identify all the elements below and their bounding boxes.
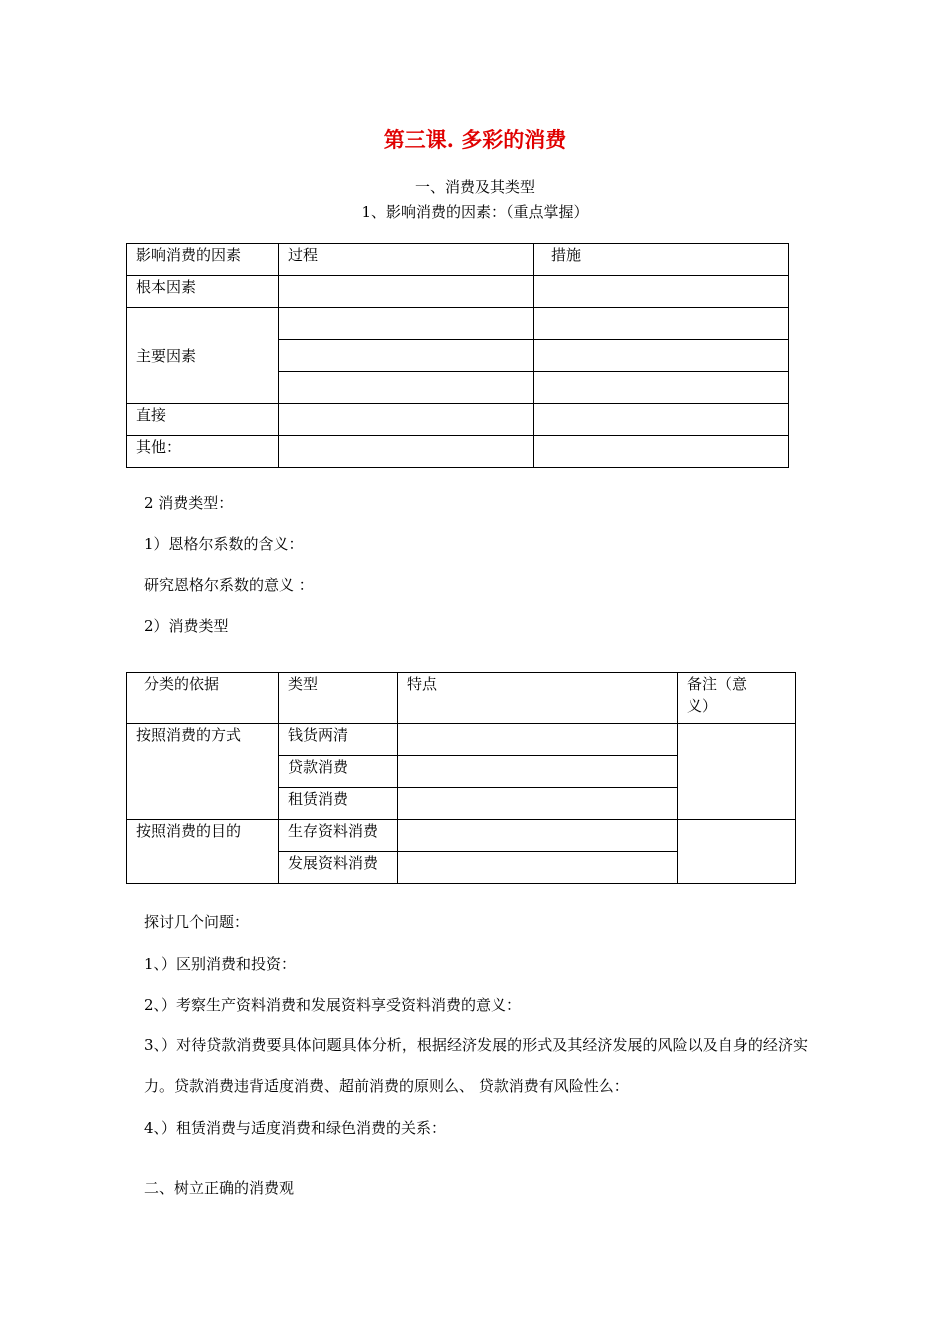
table-cell bbox=[398, 852, 678, 884]
table-row bbox=[127, 673, 796, 724]
page-title: 第三课. 多彩的消费 bbox=[383, 127, 567, 152]
table-type-cell: 钱货两清 bbox=[279, 724, 398, 756]
table-cell bbox=[678, 820, 796, 884]
table-header-cell: 备注（意义） bbox=[678, 673, 796, 724]
table-cell bbox=[279, 308, 534, 340]
table-header-cell: 影响消费的因素 bbox=[127, 244, 279, 276]
table-row bbox=[127, 724, 796, 756]
table-cell bbox=[678, 724, 796, 820]
table-cell bbox=[398, 724, 678, 756]
consumption-types-heading: 2 消费类型： bbox=[144, 494, 234, 512]
table-row-label: 直接 bbox=[127, 404, 279, 436]
section-heading-1: 一、消费及其类型 bbox=[414, 178, 535, 196]
table-cell bbox=[534, 340, 789, 372]
table-row bbox=[127, 436, 789, 468]
types-subheading: 2）消费类型 bbox=[144, 617, 229, 635]
table-cell bbox=[279, 340, 534, 372]
table-type-cell: 租赁消费 bbox=[279, 788, 398, 820]
table-row-label: 根本因素 bbox=[127, 276, 279, 308]
table-cell bbox=[279, 404, 534, 436]
table-header-cell: 过程 bbox=[279, 244, 534, 276]
table-cell bbox=[534, 404, 789, 436]
question-item: 3、）对待贷款消费要具体问题具体分析，根据经济发展的形式及其经济发展的风险以及自身的经济实力。贷款消费违背适度消费、超前消费的原则么、 贷款消费有风险性么： bbox=[144, 1036, 808, 1095]
table-row bbox=[127, 308, 789, 340]
table-cell bbox=[398, 788, 678, 820]
engel-meaning-line: 1）恩格尔系数的含义： bbox=[144, 535, 304, 553]
question-item: 4、）租赁消费与适度消费和绿色消费的关系： bbox=[144, 1119, 447, 1137]
table-cell bbox=[534, 308, 789, 340]
table-row-label: 其他： bbox=[127, 436, 279, 468]
table-cell bbox=[398, 756, 678, 788]
table-row bbox=[127, 244, 789, 276]
table-row bbox=[127, 820, 796, 852]
question-item: 2、）考察生产资料消费和发展资料享受资料消费的意义： bbox=[144, 996, 522, 1014]
table-type-cell: 生存资料消费 bbox=[279, 820, 398, 852]
table-cell bbox=[279, 276, 534, 308]
discussion-heading: 探讨几个问题： bbox=[144, 913, 250, 931]
factors-table bbox=[126, 243, 789, 468]
table-row-label: 主要因素 bbox=[127, 308, 279, 404]
table-cell bbox=[534, 276, 789, 308]
section-heading-2: 二、树立正确的消费观 bbox=[144, 1179, 295, 1197]
types-table bbox=[126, 672, 796, 884]
table-cell bbox=[398, 820, 678, 852]
table-row bbox=[127, 404, 789, 436]
table-group-label: 按照消费的方式 bbox=[127, 724, 279, 820]
table-cell bbox=[279, 372, 534, 404]
table-type-cell: 发展资料消费 bbox=[279, 852, 398, 884]
table-header-cell: 措施 bbox=[534, 244, 789, 276]
table-row bbox=[127, 276, 789, 308]
table-cell bbox=[534, 436, 789, 468]
question-item: 1、）区别消费和投资： bbox=[144, 955, 297, 973]
table-type-cell: 贷款消费 bbox=[279, 756, 398, 788]
table-header-cell: 类型 bbox=[279, 673, 398, 724]
table-header-cell: 特点 bbox=[398, 673, 678, 724]
table-cell bbox=[279, 436, 534, 468]
engel-significance-line: 研究恩格尔系数的意义 ： bbox=[144, 576, 314, 594]
table-header-cell: 分类的依据 bbox=[127, 673, 279, 724]
table-cell bbox=[534, 372, 789, 404]
subsection-heading-1: 1、影响消费的因素：（重点掌握） bbox=[361, 203, 589, 221]
table-group-label: 按照消费的目的 bbox=[127, 820, 279, 884]
